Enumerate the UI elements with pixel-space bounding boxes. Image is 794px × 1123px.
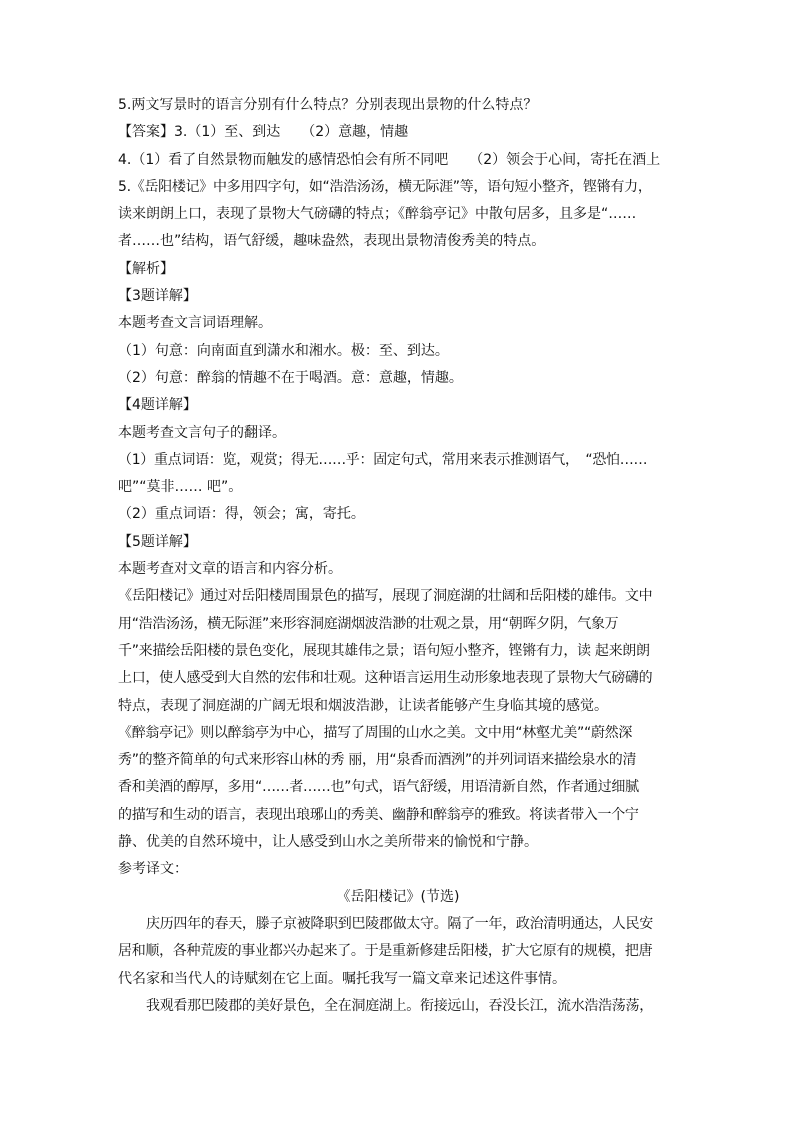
q4-item-2: （2）重点词语：得，领会；寓，寄托。 (118, 506, 365, 523)
q5-para-2-line-5: 静、优美的自然环境中，让人感受到山水之美所带来的愉悦和宁静。 (118, 834, 538, 851)
q5-para-1-line-4: 上口，使人感受到大自然的宏伟和壮观。这种语言运用生动形象地表现了景物大气磅礴的 (118, 670, 653, 687)
q3-detail-heading: 【3题详解】 (118, 288, 197, 305)
translation-para-2-line-1: 我观看那巴陵郡的美好景色，全在洞庭湖上。衔接远山，吞没长江，流水浩浩荡荡， (146, 997, 653, 1014)
analysis-heading: 【解析】 (118, 260, 174, 277)
q5-para-1-line-1: 《岳阳楼记》通过对岳阳楼周围景色的描写，展现了洞庭湖的壮阔和岳阳楼的雄伟。文中 (118, 588, 653, 605)
answer-5-line-1: 5.《岳阳楼记》中多用四字句，如“浩浩汤汤，横无际涯”等，语句短小整齐，铿锵有力， (118, 178, 652, 195)
q5-para-2-line-2: 秀”的整齐简单的句式来形容山林的秀 丽，用“泉香而酒洌”的并列词语来描绘泉水的清 (118, 752, 637, 769)
answer-5-line-3: 者……也”结构，语气舒缓，趣味盎然，表现出景物清俊秀美的特点。 (118, 233, 546, 250)
answer-3: 【答案】3.（1）至、到达 （2）意趣，情趣 (118, 124, 409, 141)
translation-title: 《岳阳楼记》(节选) (336, 888, 460, 905)
q5-detail-heading: 【5题详解】 (118, 533, 197, 550)
translation-para-1-line-1: 庆历四年的春天，滕子京被降职到巴陵郡做太守。隔了一年，政治清明通达，人民安 (146, 915, 653, 932)
answer-4: 4.（1）看了自然景物而触发的感情恐怕会有所不同吧 （2）领会于心间，寄托在酒上 (118, 151, 661, 168)
q3-item-2: （2）句意：醉翁的情趣不在于喝酒。意：意趣，情趣。 (118, 369, 463, 386)
q5-para-2-line-1: 《醉翁亭记》则以醉翁亭为中心，描写了周围的山水之美。文中用“林壑尤美”“蔚然深 (118, 724, 633, 741)
q5-para-2-line-4: 的描写和生动的语言，表现出琅琊山的秀美、幽静和醉翁亭的雅致。将读者带入一个宁 (118, 806, 639, 823)
q4-detail-heading: 【4题详解】 (118, 397, 197, 414)
question-5: 5.两文写景时的语言分别有什么特点？分别表现出景物的什么特点？ (118, 97, 538, 113)
q5-para-1-line-5: 特点，表现了洞庭湖的广阔无垠和烟波浩渺，让读者能够产生身临其境的感觉。 (118, 697, 608, 714)
answer-analysis-body (118, 92, 678, 1020)
translation-para-1-line-2: 居和顺，各种荒废的事业都兴办起来了。于是重新修建岳阳楼，扩大它原有的规模，把唐 (118, 943, 653, 960)
q4-item-1-cont: 吧”“莫非…… 吧”。 (118, 479, 243, 496)
q4-item-1: （1）重点词语：览，观赏；得无……乎：固定句式，常用来表示推测语气， “恐怕…… (118, 451, 648, 468)
q5-para-2-line-3: 香和美酒的醇厚，多用“……者……也”句式，语气舒缓，用语清新自然，作者通过细腻 (118, 779, 639, 796)
reference-translation-label: 参考译文： (118, 861, 188, 878)
q3-item-1: （1）句意：向南面直到潇水和湘水。极：至、到达。 (118, 342, 449, 359)
q5-para-1-line-2: 用“浩浩汤汤，横无际涯”来形容洞庭湖烟波浩渺的壮观之景，用“朝晖夕阴，气象万 (118, 615, 619, 632)
q4-topic: 本题考查文言句子的翻译。 (118, 424, 286, 441)
translation-para-1-line-3: 代名家和当代人的诗赋刻在它上面。嘱托我写一篇文章来记述这件事情。 (118, 970, 566, 987)
q5-para-1-line-3: 千”来描绘岳阳楼的景色变化，展现其雄伟之景；语句短小整齐，铿锵有力，读 起来朗朗 (118, 642, 650, 659)
q3-topic: 本题考查文言词语理解。 (118, 315, 272, 332)
q5-topic: 本题考查对文章的语言和内容分析。 (118, 561, 342, 578)
answer-5-line-2: 读来朗朗上口，表现了景物大气磅礴的特点；《醉翁亭记》中散句居多，且多是“…… (118, 206, 637, 223)
